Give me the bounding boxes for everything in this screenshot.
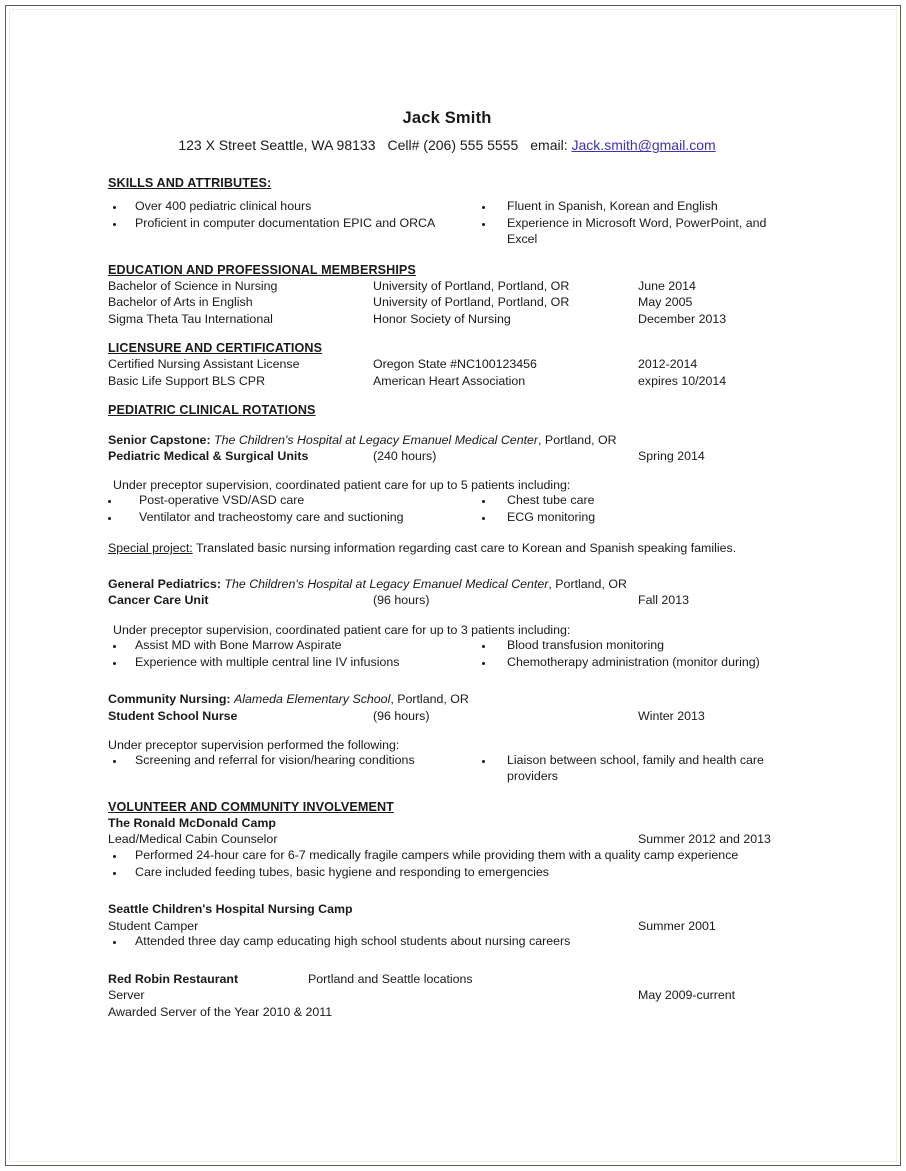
work-award: Awarded Server of the Year 2010 & 2011	[108, 1004, 333, 1019]
education-degree: Sigma Theta Tau International	[108, 311, 273, 326]
work-org-cell	[108, 971, 308, 987]
work-org-line	[108, 971, 798, 987]
list-item: Performed 24-hour care for 6-7 medically fragile campers while providing them with a quality camp experience	[108, 848, 798, 864]
rotation-duties	[108, 493, 798, 527]
rotation-unit-line	[108, 708, 798, 724]
licensure-date: 2012-2014	[638, 357, 698, 372]
skills-left-column	[108, 199, 480, 249]
rotation-date: Spring 2014	[638, 448, 705, 463]
list-item: Experience with multiple central line IV infusions	[108, 655, 480, 671]
volunteer-role-line	[108, 918, 798, 934]
volunteer-date: Summer 2001	[638, 918, 716, 933]
rotation-unit-line	[108, 448, 798, 464]
education-date: June 2014	[638, 278, 696, 293]
rotation-unit: Pediatric Medical & Surgical Units	[108, 448, 309, 463]
section-heading-licensure: LICENSURE AND CERTIFICATIONS	[108, 341, 323, 356]
rotation-duties	[108, 753, 798, 786]
section-heading-rotations: PEDIATRIC CLINICAL ROTATIONS	[108, 403, 316, 418]
education-institution: University of Portland, Portland, OR	[373, 278, 570, 293]
licensure-name: Certified Nursing Assistant License	[108, 357, 300, 372]
rotation-intro: Under preceptor supervision, coordinated patient care for up to 5 patients including:	[113, 478, 571, 493]
list-item: Care included feeding tubes, basic hygiene and responding to emergencies	[108, 865, 798, 881]
special-project-line	[108, 540, 798, 556]
section-heading-education: EDUCATION AND PROFESSIONAL MEMBERSHIPS	[108, 262, 416, 277]
contact-line	[96, 136, 798, 154]
rotation-location: , Portland, OR	[538, 432, 617, 447]
list-item: Experience in Microsoft Word, PowerPoint, and Excel	[480, 216, 798, 248]
volunteer-role-line	[108, 831, 798, 847]
rotation-role-label: Community Nursing:	[108, 692, 231, 707]
table-row	[108, 356, 798, 372]
special-project-text: Translated basic nursing information regarding cast care to Korean and Spanish speaking families.	[195, 540, 737, 555]
phone-text: Cell# (206) 555 5555	[387, 137, 519, 154]
volunteer-org: Seattle Children's Hospital Nursing Camp	[108, 902, 353, 917]
list-item: Blood transfusion monitoring	[480, 638, 798, 654]
rotation-unit: Student School Nurse	[108, 708, 238, 723]
rotation-right-list	[480, 493, 798, 526]
rotation-unit-line	[108, 592, 798, 608]
rotation-date: Fall 2013	[638, 593, 689, 608]
rotation-hours: (96 hours)	[373, 593, 430, 608]
rotation-org-line	[108, 691, 798, 707]
licensure-issuer: American Heart Association	[373, 373, 526, 388]
rotation-duties-right	[480, 638, 798, 672]
work-org-detail: Portland and Seattle locations	[308, 971, 473, 986]
table-row	[108, 278, 798, 294]
rotation-hours: (240 hours)	[373, 448, 437, 463]
volunteer-bullets	[108, 848, 798, 881]
rotation-duties-left	[108, 638, 480, 672]
list-item: ECG monitoring	[480, 510, 798, 526]
education-degree: Bachelor of Arts in English	[108, 295, 253, 310]
table-row	[108, 311, 798, 327]
licensure-name: Basic Life Support BLS CPR	[108, 373, 266, 388]
address-text: 123 X Street Seattle, WA 98133	[178, 137, 376, 154]
rotation-intro: Under preceptor supervision, coordinated patient care for up to 3 patients including:	[113, 622, 571, 637]
table-row	[108, 294, 798, 310]
rotation-right-list	[480, 753, 798, 785]
rotation-intro: Under preceptor supervision performed the following:	[108, 737, 400, 752]
skills-right-column	[480, 199, 798, 249]
section-heading-skills: SKILLS AND ATTRIBUTES:	[108, 175, 272, 190]
rotation-hours: (96 hours)	[373, 708, 430, 723]
candidate-name: Jack Smith	[402, 109, 492, 127]
volunteer-bullets	[108, 934, 798, 950]
list-item: Screening and referral for vision/hearing conditions	[108, 753, 480, 769]
rotation-left-list	[108, 753, 480, 769]
section-heading-volunteer: VOLUNTEER AND COMMUNITY INVOLVEMENT	[108, 799, 394, 814]
education-date: December 2013	[638, 311, 727, 326]
list-item: Proficient in computer documentation EPIC and ORCA	[108, 216, 480, 232]
rotation-duties-right	[480, 493, 798, 527]
rotation-role-label: General Pediatrics:	[108, 577, 221, 592]
skills-left-list	[108, 199, 480, 232]
rotation-entry	[108, 691, 798, 785]
email-label: email:	[530, 137, 568, 154]
rotation-entry	[108, 432, 798, 557]
work-role: Server	[108, 988, 145, 1003]
list-item: Over 400 pediatric clinical hours	[108, 199, 480, 215]
volunteer-role: Lead/Medical Cabin Counselor	[108, 832, 278, 847]
table-row	[108, 373, 798, 389]
rotation-organization: Alameda Elementary School	[233, 692, 391, 707]
licensure-date: expires 10/2014	[638, 373, 727, 388]
education-degree: Bachelor of Science in Nursing	[108, 278, 278, 293]
work-org: Red Robin Restaurant	[108, 971, 239, 986]
list-item: Chemotherapy administration (monitor during)	[480, 655, 798, 671]
rotation-duties-left	[108, 493, 480, 527]
resume-content	[108, 0, 798, 1020]
rotation-right-list	[480, 638, 798, 671]
work-date: May 2009-current	[638, 988, 736, 1003]
list-item: Liaison between school, family and health care providers	[480, 753, 798, 785]
list-item: Fluent in Spanish, Korean and English	[480, 199, 798, 215]
rotation-unit: Cancer Care Unit	[108, 593, 209, 608]
list-item: Attended three day camp educating high school students about nursing careers	[108, 934, 798, 950]
list-item: Chest tube care	[480, 493, 798, 509]
rotation-org-line	[108, 432, 798, 448]
rotation-left-list	[108, 493, 480, 526]
rotation-location: , Portland, OR	[390, 692, 469, 707]
skills-columns	[108, 199, 798, 249]
rotation-date: Winter 2013	[638, 708, 705, 723]
rotation-org-line	[108, 576, 798, 592]
rotation-entry	[108, 576, 798, 671]
education-date: May 2005	[638, 295, 693, 310]
skills-right-list	[480, 199, 798, 248]
volunteer-role: Student Camper	[108, 918, 199, 933]
work-role-line	[108, 987, 798, 1003]
email-link[interactable]: Jack.smith@gmail.com	[571, 137, 716, 154]
education-institution: Honor Society of Nursing	[373, 311, 511, 326]
list-item: Assist MD with Bone Marrow Aspirate	[108, 638, 480, 654]
licensure-issuer: Oregon State #NC100123456	[373, 357, 537, 372]
rotation-location: , Portland, OR	[548, 577, 627, 592]
volunteer-date: Summer 2012 and 2013	[638, 832, 771, 847]
special-project-label: Special project:	[108, 540, 193, 555]
rotation-duties-left	[108, 753, 480, 786]
list-item: Post-operative VSD/ASD care	[108, 493, 480, 509]
rotation-left-list	[108, 638, 480, 671]
rotation-duties-right	[480, 753, 798, 786]
rotation-role-label: Senior Capstone:	[108, 432, 211, 447]
list-item: Ventilator and tracheostomy care and suctioning	[108, 510, 480, 526]
volunteer-org: The Ronald McDonald Camp	[108, 816, 276, 831]
education-institution: University of Portland, Portland, OR	[373, 295, 570, 310]
rotation-organization: The Children's Hospital at Legacy Emanuel Medical Center	[214, 432, 539, 447]
rotation-duties	[108, 638, 798, 672]
rotation-organization: The Children's Hospital at Legacy Emanuel Medical Center	[224, 577, 549, 592]
